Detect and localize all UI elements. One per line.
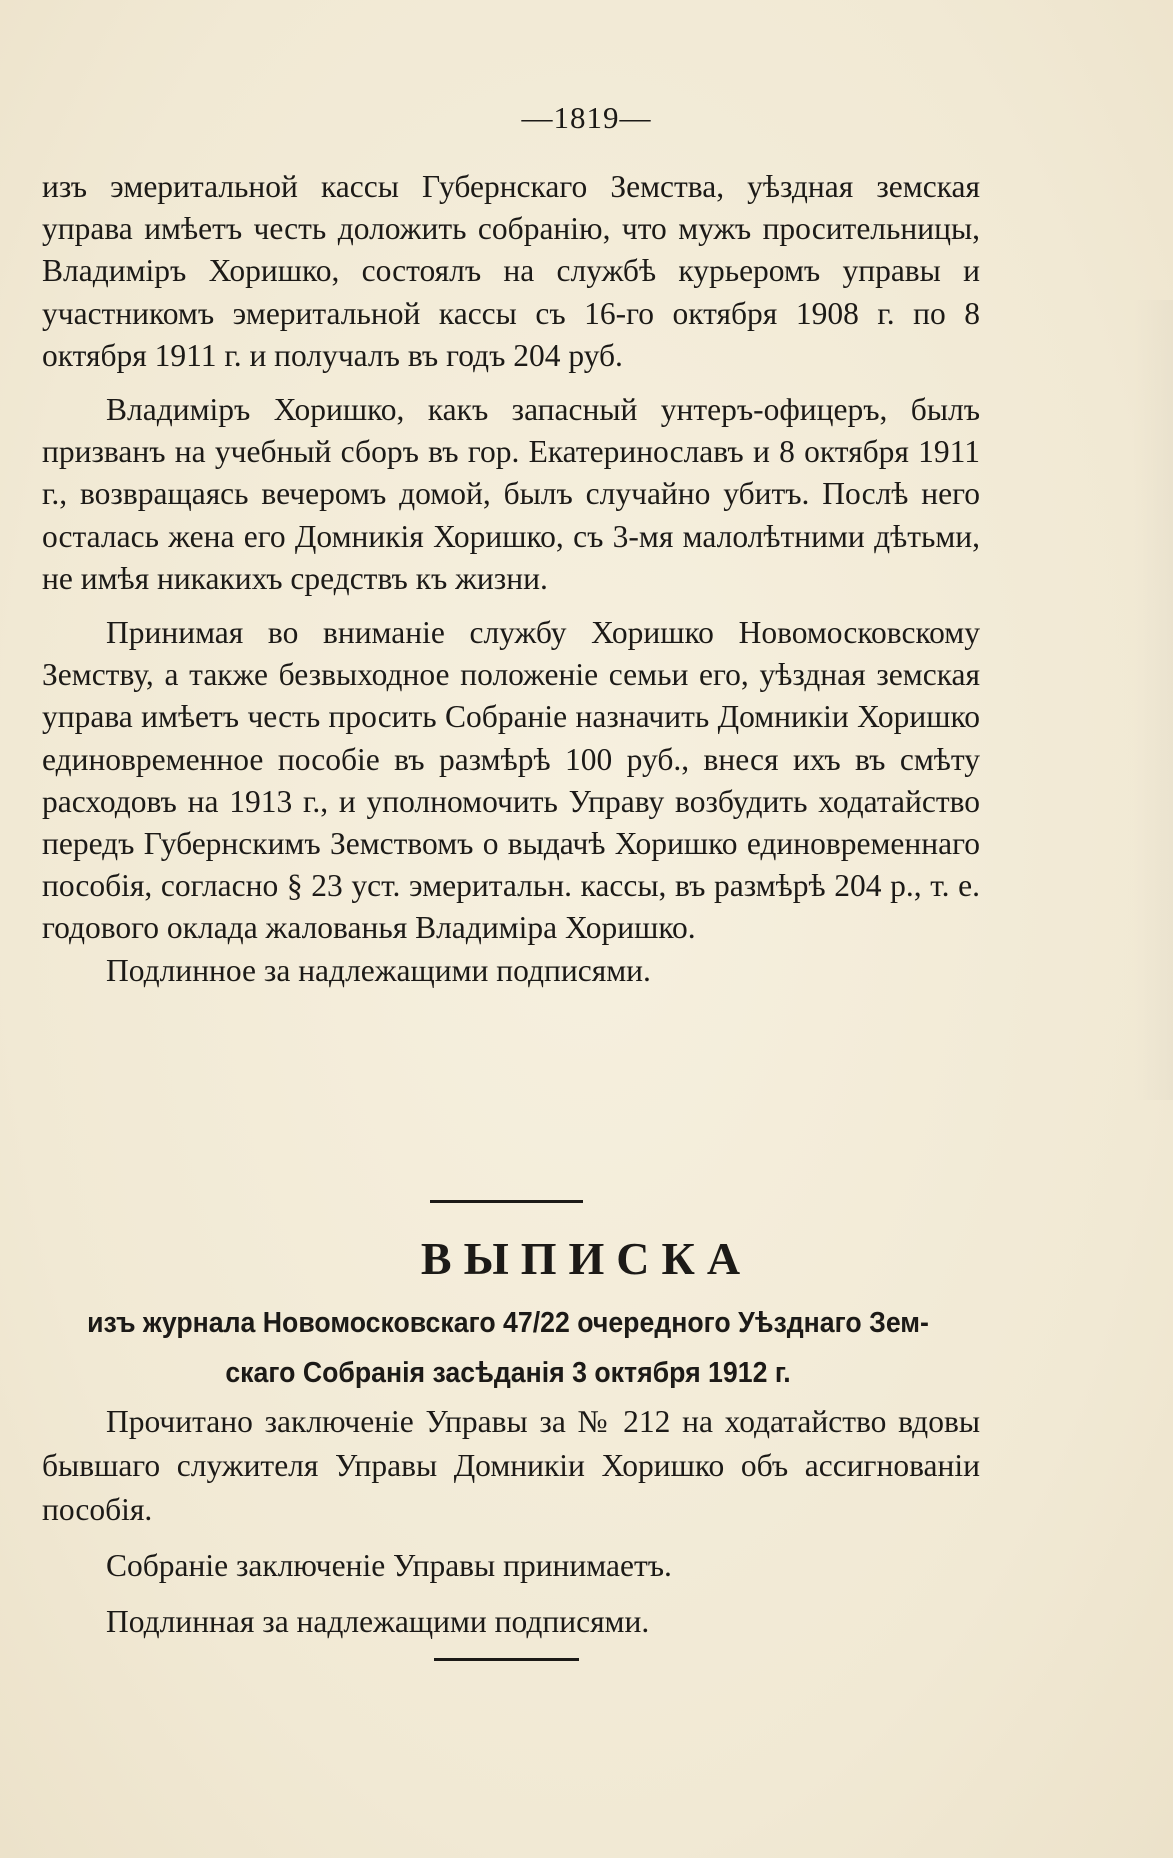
paragraph-continuation: изъ эмеритальной кассы Губернскаго Земства, уѣздная земская управа имѣетъ честь доложить собранію, что мужъ просительницы, Владиміръ Хоришко, состоялъ на службѣ курьеромъ управы и участникомъ эмеритальной кассы съ 16-го октября 1908 г. по 8 октября 1911 г. и получалъ въ годъ 204 руб.: [42, 169, 980, 373]
section-subheading: [76, 1298, 941, 1398]
section-heading: ВЫПИСКА: [420, 1233, 753, 1284]
extract-text: [42, 1400, 980, 1644]
main-text: [42, 166, 980, 992]
paragraph-read: Прочитано заключеніе Управы за № 212 на ходатайство вдовы бывшаго служителя Управы Домникіи Хоришко объ ассигнованіи пособія.: [42, 1404, 980, 1527]
signature-note-1: Подлинное за надлежащими подписями.: [106, 952, 651, 988]
signature-note-2: Подлинная за надлежащими подписями.: [106, 1604, 650, 1639]
section-divider-top: [430, 1200, 583, 1203]
section-divider-bottom: [434, 1658, 579, 1661]
subheading-line-2: скаго Собранія засѣданія 3 октября 1912 г.: [225, 1357, 791, 1389]
subheading-line-1: изъ журнала Новомосковскаго 47/22 очередного Уѣзднаго Зем-: [87, 1307, 929, 1339]
page-number: —1819—: [521, 100, 652, 135]
bleed-through-shadow: [1133, 300, 1173, 1100]
paragraph-proposal: Принимая во вниманіе службу Хоришко Новомосковскому Земству, а также безвыходное положеніе семьи его, уѣздная земская управа имѣетъ честь просить Собраніе назначить Домникіи Хоришко единовременное пособіе въ размѣрѣ 100 руб., внеся ихъ въ смѣту расходовъ на 1913 г., и уполномочить Управу возбудить ходатайство передъ Губернскимъ Земствомъ о выдачѣ Хоришко единовременнаго пособія, согласно § 23 уст. эмеритальн. кассы, въ размѣрѣ 204 р., т. е. годового оклада жалованья Владиміра Хоришко.: [42, 615, 980, 946]
paragraph-circumstances: Владиміръ Хоришко, какъ запасный унтеръ-офицеръ, былъ призванъ на учебный сборъ въ гор. Екатеринославъ и 8 октября 1911 г., возвращаясь вечеромъ домой, былъ случайно убитъ. Послѣ него осталась жена его Домникія Хоришко, съ 3-мя малолѣтними дѣтьми, не имѣя никакихъ средствъ къ жизни.: [42, 392, 980, 596]
paragraph-accepted: Собраніе заключеніе Управы принимаетъ.: [106, 1548, 672, 1583]
